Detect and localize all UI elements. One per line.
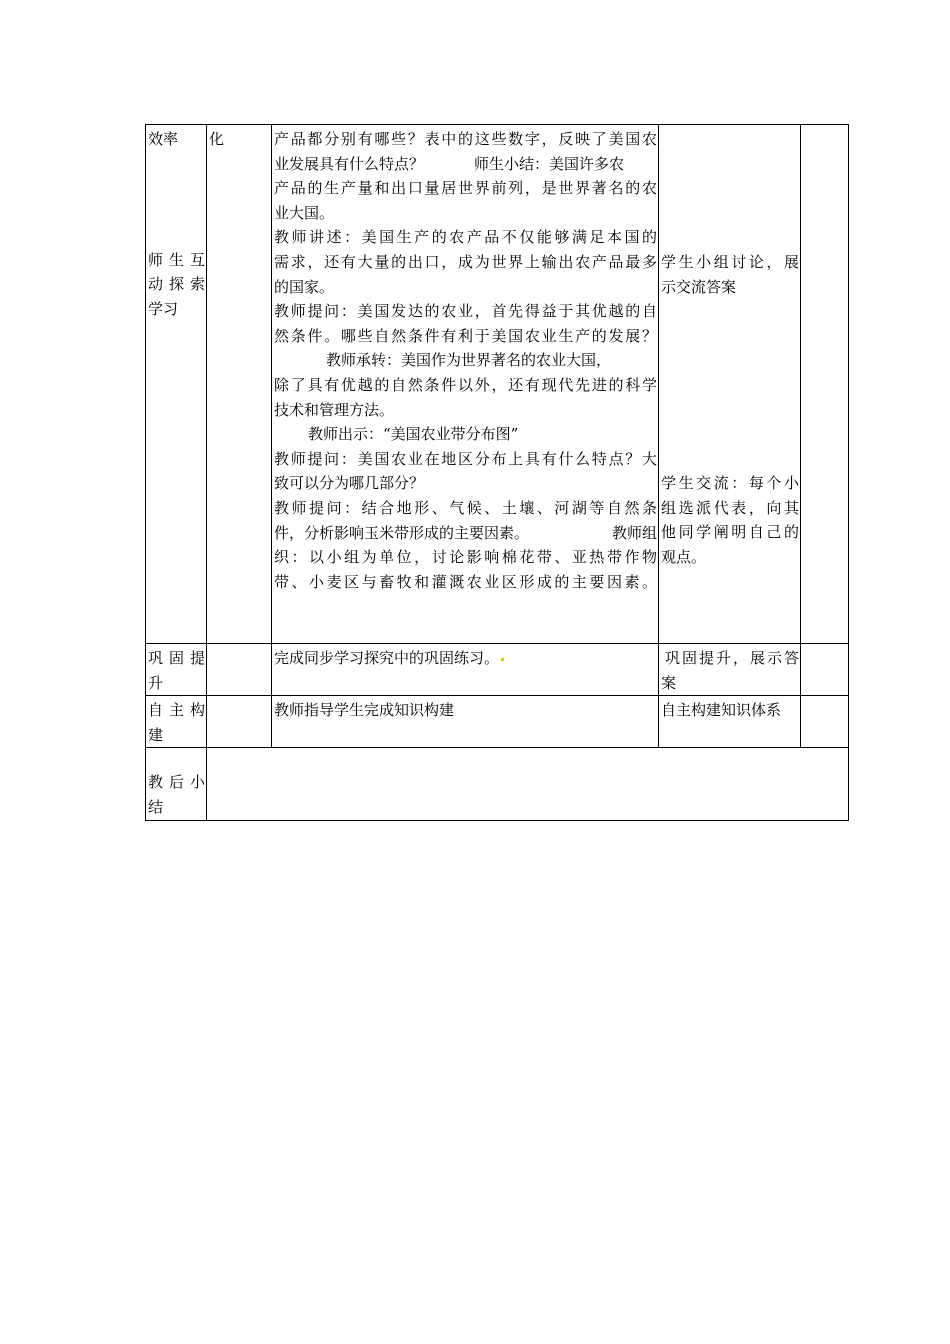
reflection-content-cell xyxy=(207,748,849,820)
method-cell xyxy=(207,644,272,696)
student-activity-cell xyxy=(659,644,801,696)
teacher-line-part: 业发展具有什么特点？ xyxy=(274,154,425,173)
stage-label-line: 建 xyxy=(148,725,164,744)
teacher-text: 教师指导学生完成知识构建 xyxy=(274,701,455,720)
teacher-line: 教师讲述：美国生产的农产品不仅能够满足本国的 xyxy=(274,228,657,247)
stage-cell-consolidation xyxy=(146,644,207,696)
student-text: 自主构建知识体系 xyxy=(661,701,782,720)
teacher-line: 产品都分别有哪些？表中的这些数字，反映了美国农 xyxy=(274,130,657,148)
lesson-plan-table xyxy=(145,124,849,821)
teacher-activity-cell xyxy=(272,125,659,644)
teacher-line: 教师提问：结合地形、气候、土壤、河湖等自然条 xyxy=(274,498,657,517)
stage-cell-reflection xyxy=(146,748,207,820)
student-line: 学生交流：每个小 xyxy=(661,474,799,493)
teacher-line: 致可以分为哪几部分？ xyxy=(274,474,425,493)
marker-dot xyxy=(501,658,504,661)
student-activity-cell xyxy=(659,696,801,748)
table-row-reflection xyxy=(146,748,849,820)
student-line: 观点。 xyxy=(661,547,707,566)
student-line: 案 xyxy=(661,673,677,692)
stage-cell-self-construction xyxy=(146,696,207,748)
teacher-line: 织：以小组为单位，讨论影响棉花带、亚热带作物 xyxy=(274,548,657,567)
notes-cell xyxy=(801,644,849,696)
teacher-line: 教师出示：“美国农业带分布图” xyxy=(308,425,519,444)
teacher-line-part: 师生小结：美国许多农 xyxy=(474,154,625,173)
teacher-line: 然条件。哪些自然条件有利于美国农业生产的发展？ xyxy=(274,326,657,345)
teacher-text: 完成同步学习探究中的巩固练习。 xyxy=(274,649,500,667)
teacher-activity-cell xyxy=(272,644,659,696)
teacher-activity-cell xyxy=(272,696,659,748)
teacher-line: 带、小麦区与畜牧和灌溉农业区形成的主要因素。 xyxy=(274,572,657,591)
teacher-line-part: 教师组 xyxy=(611,523,657,542)
stage-label-line: 自 主 构 xyxy=(148,701,205,720)
teacher-line-part: 件，分析影响玉米带形成的主要因素。 xyxy=(274,523,530,542)
stage-label-line: 巩 固 提 xyxy=(148,649,205,667)
stage-label-line: 结 xyxy=(148,797,164,816)
notes-cell xyxy=(801,125,849,644)
teacher-line: 需求，还有大量的出口，成为世界上输出农产品最多 xyxy=(274,252,657,271)
teacher-line: 教师承转：美国作为世界著名的农业大国， xyxy=(326,351,612,370)
teacher-line: 教师提问：美国发达的农业，首先得益于其优越的自 xyxy=(274,302,657,321)
stage-label-line: 学习 xyxy=(148,299,179,318)
table-row-self-construction xyxy=(146,696,849,748)
teacher-line: 产品的生产量和出口量居世界前列，是世界著名的农 xyxy=(274,179,657,198)
student-activity-cell xyxy=(659,125,801,644)
teacher-line: 教师提问：美国农业在地区分布上具有什么特点？大 xyxy=(274,449,657,468)
stage-label-line: 师 生 互 xyxy=(148,250,205,269)
table-row-consolidation xyxy=(146,644,849,696)
table-row-interactive-inquiry xyxy=(146,125,849,644)
method-cell xyxy=(207,125,272,644)
stage-label-efficiency: 效率 xyxy=(148,130,179,148)
student-line: 组选派代表，向其 xyxy=(661,498,799,517)
teacher-line: 业大国。 xyxy=(274,203,335,222)
stage-label-line: 动 探 索 xyxy=(148,275,205,294)
student-line: 巩固提升，展示答 xyxy=(665,649,799,667)
stage-label-line: 升 xyxy=(148,673,164,692)
teacher-line: 除了具有优越的自然条件以外，还有现代先进的科学 xyxy=(274,375,657,394)
teacher-line xyxy=(274,521,657,546)
teacher-line: 技术和管理方法。 xyxy=(274,400,395,419)
student-line: 学生小组讨论，展 xyxy=(661,253,799,271)
stage-cell-inquiry xyxy=(146,125,207,644)
student-line: 示交流答案 xyxy=(661,277,737,296)
student-line: 他同学阐明自己的 xyxy=(661,523,799,542)
method-cell xyxy=(207,696,272,748)
teacher-line xyxy=(274,152,657,177)
method-text: 化 xyxy=(209,130,225,148)
notes-cell xyxy=(801,696,849,748)
stage-label-line: 教 后 小 xyxy=(148,773,205,792)
teacher-line: 的国家。 xyxy=(274,277,335,296)
